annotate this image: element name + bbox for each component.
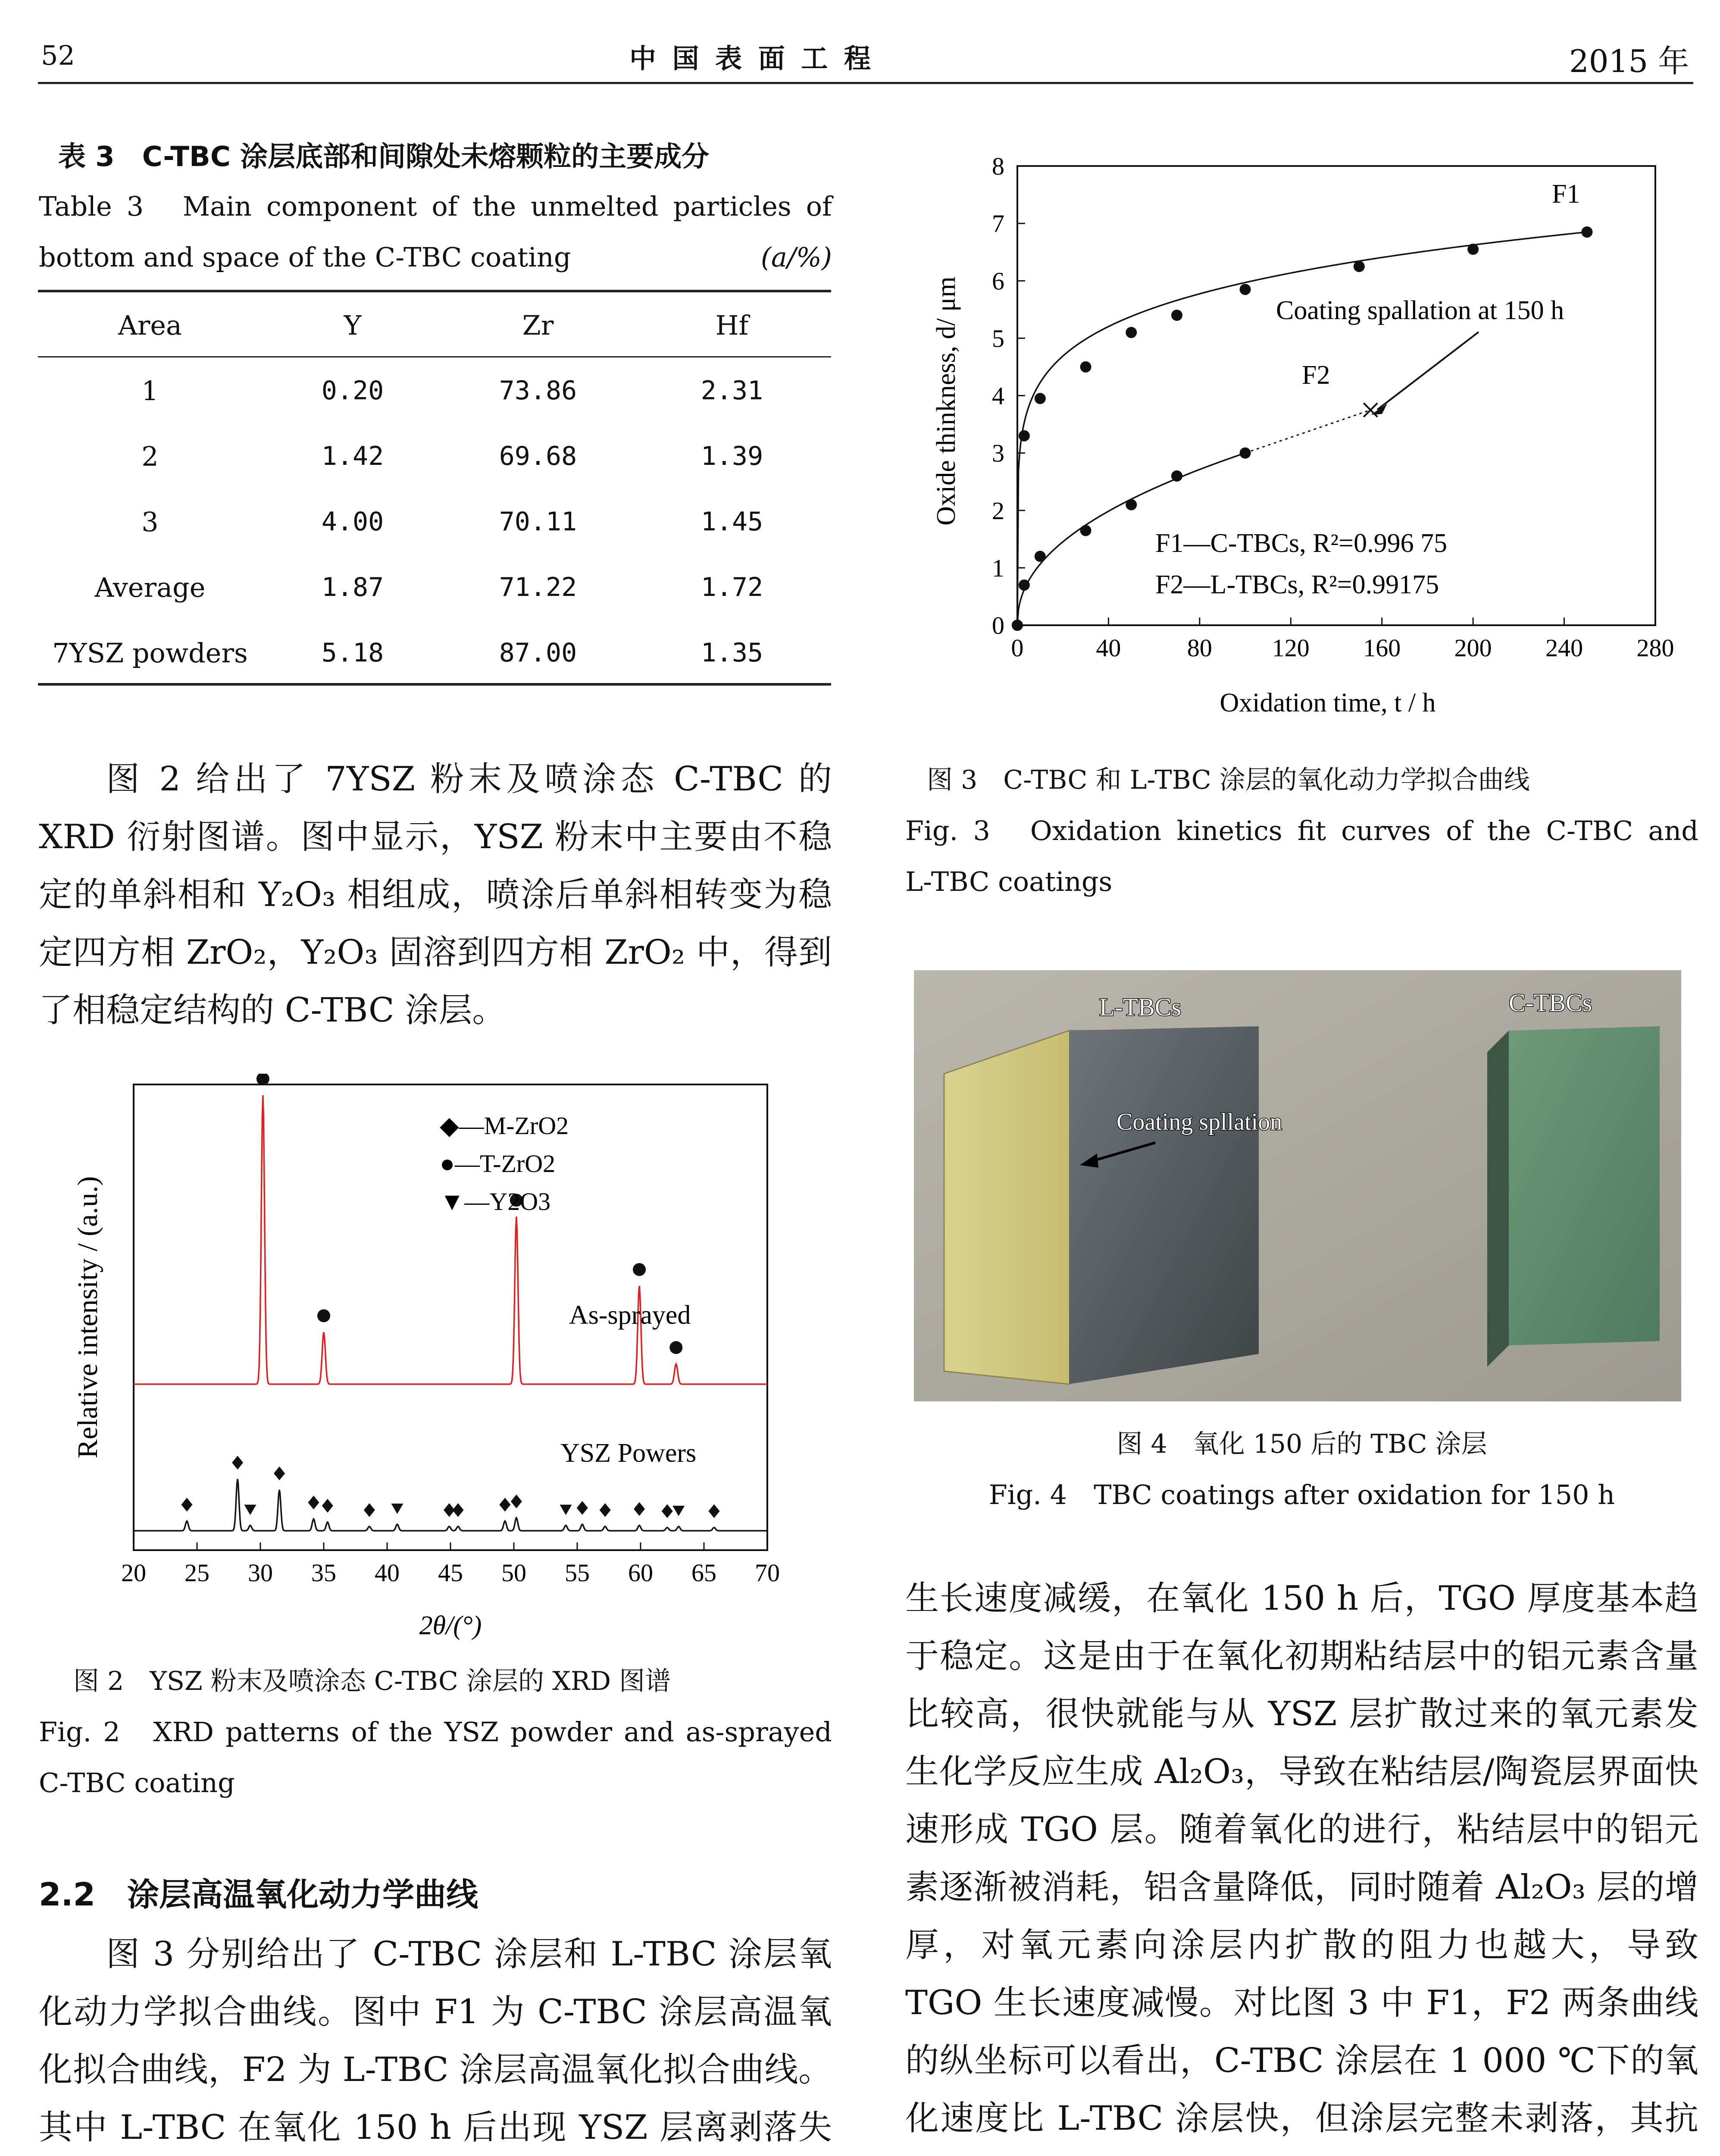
ox-x-tick-label: 240: [1545, 634, 1583, 662]
xrd-peak-marker: [308, 1496, 319, 1510]
table-row: [38, 620, 831, 686]
xrd-peak-marker: [511, 1495, 522, 1508]
ox-y-axis-label: Oxide thinkness, d/ μm: [932, 276, 961, 526]
fig3-caption-cn: 图 3 C-TBC 和 L-TBC 涂层的氧化动力学拟合曲线: [927, 765, 1530, 795]
ox-data-point: [1240, 284, 1251, 295]
ox-y-tick-label: 0: [992, 611, 1004, 639]
photo-label-c-tbcs: C-TBCs: [1509, 989, 1592, 1017]
table-row: [38, 358, 831, 423]
ox-data-point: [1354, 261, 1365, 272]
xrd-peak-marker: [634, 1502, 645, 1516]
ox-x-tick-label: 80: [1187, 634, 1212, 662]
xrd-peak-marker: [633, 1263, 646, 1276]
ox-annotation: Coating spallation at 150 h: [1276, 296, 1564, 325]
table-unit: (a/%): [760, 241, 832, 273]
section-2-2-body: [39, 1925, 832, 2156]
col-header-area: Area: [118, 309, 182, 341]
xrd-x-tick-label: 40: [375, 1559, 400, 1587]
ox-x-tick-label: 120: [1272, 634, 1310, 662]
xrd-peak-marker: [181, 1498, 192, 1512]
fig3-caption-en-1: Fig. 3 Oxidation kinetics fit curves of the C-TBC and: [905, 815, 1698, 846]
year-label: 2015 年: [1569, 43, 1689, 79]
xrd-y-axis-label: Relative intensity / (a.u.): [72, 1176, 103, 1459]
xrd-x-tick-label: 65: [691, 1559, 716, 1587]
paragraph-xrd: [39, 750, 832, 1039]
xrd-peak-marker: [256, 1074, 269, 1085]
ox-x-tick-label: 280: [1636, 634, 1674, 662]
xrd-legend-m-zro2: ◆—M-ZrO2: [440, 1112, 569, 1140]
ox-x-axis-label: Oxidation time, t / h: [1220, 688, 1436, 718]
ox-data-point: [1126, 327, 1137, 338]
xrd-peak-marker: [499, 1498, 510, 1512]
ox-y-tick-label: 6: [992, 267, 1004, 295]
xrd-x-tick-label: 35: [311, 1559, 336, 1587]
ox-y-tick-label: 5: [992, 324, 1004, 353]
ox-data-point: [1019, 430, 1030, 442]
table-cell: 1.39: [701, 441, 763, 471]
xrd-peak-marker: [669, 1341, 682, 1354]
c-tbc-sample-face: [1509, 1026, 1660, 1345]
photo-label-l-tbcs: L-TBCs: [1099, 993, 1182, 1021]
table-header-row: [38, 292, 831, 358]
table-title-cn: 表 3 C-TBC 涂层底部和间隙处未熔颗粒的主要成分: [58, 141, 710, 173]
xrd-peak-marker: [560, 1505, 572, 1515]
ox-data-point: [1171, 470, 1182, 482]
xrd-x-tick-label: 30: [248, 1559, 273, 1587]
table-title-en-line2-text: bottom and space of the C-TBC coating: [39, 241, 571, 273]
page-number: 52: [41, 40, 75, 71]
journal-title: 中 国 表 面 工 程: [629, 43, 874, 74]
table-cell: 2: [141, 440, 159, 472]
fig4-caption: [905, 1419, 1698, 1520]
ox-x-tick-label: 160: [1363, 634, 1401, 662]
paragraph-xrd-text: 图 2 给出了 7YSZ 粉末及喷涂态 C-TBC 的 XRD 衍射图谱。图中显示，YSZ 粉末中主要由不稳定的单斜相和 Y₂O₃ 相组成，喷涂后单斜相转变为稳定四方相 ZrO₂，Y₂O₃ 固溶到四方相 ZrO₂ 中，得到了相稳定结构的 C-TBC 涂层。: [39, 760, 832, 1030]
ox-y-tick-label: 8: [992, 152, 1004, 180]
ox-extrapolation-line: [1245, 410, 1371, 453]
ox-data-point: [1240, 448, 1251, 459]
col-header-hf: Hf: [715, 309, 749, 341]
fig4-caption-en: Fig. 4 TBC coatings after oxidation for 150 h: [988, 1479, 1615, 1510]
xrd-peak-marker: [391, 1504, 403, 1514]
table-cell: 0.20: [321, 376, 384, 406]
xrd-x-tick-label: 60: [628, 1559, 653, 1587]
table-cell: 1.72: [701, 572, 763, 602]
ox-data-point: [1171, 310, 1182, 321]
ox-annotation-arrow: [1377, 332, 1479, 410]
xrd-chart: [60, 1074, 828, 1643]
xrd-peak-marker: [672, 1506, 685, 1516]
table-cell: 3: [141, 506, 159, 538]
right-column-body: [905, 1570, 1698, 2156]
fig2-caption-cn: 图 2 YSZ 粉末及喷涂态 C-TBC 涂层的 XRD 图谱: [73, 1666, 671, 1696]
xrd-x-tick-label: 55: [565, 1559, 590, 1587]
oxidation-chart: [923, 142, 1698, 729]
ox-label-f1: F1: [1552, 179, 1580, 209]
ox-fit-f2: F2—L-TBCs, R²=0.99175: [1155, 570, 1439, 599]
table-cell: 73.86: [499, 376, 577, 406]
ox-data-point: [1581, 226, 1592, 238]
ox-data-point: [1467, 244, 1479, 255]
xrd-x-tick-label: 70: [755, 1559, 780, 1587]
xrd-peak-marker: [600, 1503, 611, 1517]
ox-y-tick-label: 4: [992, 382, 1004, 410]
xrd-x-axis-label: 2θ/(°): [419, 1611, 482, 1640]
ox-data-point: [1080, 361, 1091, 373]
table-cell: Average: [94, 571, 206, 603]
ox-x-tick-label: 40: [1096, 634, 1121, 662]
table-cell: 7YSZ powders: [52, 637, 248, 669]
paragraph-right: 生长速度减缓，在氧化 150 h 后，TGO 厚度基本趋于稳定。这是由于在氧化初期粘结层中的铝元素含量比较高，很快就能与从 YSZ 层扩散过来的氧元素发生化学反应生成 Al₂O₃，导致在粘结层/陶瓷层界面快速形成 TGO 层。随着氧化的进行，粘结层中的铝元素逐渐被消耗，铝含量降低，同时随着 Al₂O₃ 层的增厚，对氧元素向涂层内扩散的阻力也越大，导致 TGO 生长速度减慢。对比图 3 中 F1，F2 两条曲线的纵坐标可以看出，C-TBC 涂层在 1 000 ℃下的氧化速度比 L-TBC 涂层快，但涂层完整未剥落，其抗: [905, 1579, 1698, 2138]
table-cell: 2.31: [701, 376, 763, 406]
table-title-en: [39, 181, 832, 283]
xrd-peak-marker: [232, 1456, 243, 1470]
table-cell: 69.68: [499, 441, 577, 471]
table-cell: 1.45: [701, 507, 763, 537]
ox-data-point: [1080, 525, 1091, 536]
l-tbc-sample-face: [1069, 1026, 1259, 1384]
xrd-x-tick-label: 45: [438, 1559, 463, 1587]
xrd-label-as-sprayed: As-sprayed: [569, 1300, 691, 1330]
ox-fit-f1: F1—C-TBCs, R²=0.996 75: [1155, 529, 1448, 558]
xrd-peak-marker: [577, 1501, 588, 1515]
table-cell: 87.00: [499, 638, 577, 668]
xrd-peak-marker: [274, 1467, 285, 1480]
xrd-peak-marker: [662, 1504, 673, 1518]
xrd-peak-marker: [453, 1503, 464, 1517]
fig2-caption-en-1: Fig. 2 XRD patterns of the YSZ powder and as-sprayed: [39, 1716, 832, 1748]
xrd-legend-t-zro2: ●—T-ZrO2: [440, 1150, 556, 1178]
header-rule: [38, 82, 1693, 84]
table-cell: 4.00: [321, 507, 384, 537]
ox-fit-curve: [1017, 232, 1587, 625]
table-3: [38, 292, 831, 686]
xrd-legend-y2o3: ▼—Y2O3: [440, 1188, 551, 1216]
paragraph-2-2-a: 图 3 分别给出了 C-TBC 涂层和 L-TBC 涂层氧化动力学拟合曲线。图中 F1 为 C-TBC 涂层高温氧化拟合曲线，F2 为 L-TBC 涂层高温氧化拟合曲线。其中 L-TBC 在氧化 150 h 后出现 YSZ 层离剥落失: [39, 1935, 832, 2147]
fig3-caption-en-2: L-TBC coatings: [905, 866, 1113, 897]
xrd-x-tick-label: 50: [501, 1559, 526, 1587]
ox-data-point: [1012, 620, 1023, 631]
table-cell: 5.18: [321, 638, 384, 668]
col-header-y: Y: [344, 309, 362, 341]
xrd-x-tick-label: 25: [185, 1559, 210, 1587]
xrd-peak-marker: [364, 1503, 375, 1517]
xrd-peak-marker: [709, 1504, 720, 1518]
xrd-peak-marker: [322, 1499, 333, 1513]
c-tbc-sample-side: [1487, 1031, 1509, 1367]
section-heading-2-2: 2.2 涂层高温氧化动力学曲线: [39, 1876, 478, 1913]
ox-x-tick-label: 0: [1011, 634, 1024, 662]
ox-data-point: [1035, 393, 1046, 404]
xrd-label-ysz-powers: YSZ Powers: [560, 1438, 697, 1468]
ox-y-tick-label: 1: [992, 554, 1004, 582]
xrd-peak-marker: [244, 1505, 256, 1515]
table-cell: 1.87: [321, 572, 384, 602]
ox-data-point: [1126, 499, 1137, 510]
xrd-x-tick-label: 20: [121, 1559, 146, 1587]
table-row: [38, 423, 831, 489]
table-row: [38, 489, 831, 555]
ox-y-tick-label: 2: [992, 496, 1004, 525]
table-cell: 70.11: [499, 507, 577, 537]
fig4-caption-cn: 图 4 氧化 150 后的 TBC 涂层: [1116, 1429, 1487, 1459]
table-title-en-line1: Table 3 Main component of the unmelted particles of: [39, 191, 832, 222]
xrd-peak-marker: [317, 1309, 330, 1322]
xrd-x-ticks: [121, 1542, 780, 1587]
tbc-photo: [914, 970, 1681, 1401]
table-cell: 1.35: [701, 638, 763, 668]
table-cell: 1.42: [321, 441, 384, 471]
table-title-en-line2: [39, 232, 832, 283]
ox-label-f2: F2: [1302, 360, 1330, 390]
photo-annotation: Coating spllation: [1116, 1109, 1282, 1135]
table-cell: 1: [141, 375, 159, 407]
table-cell: 71.22: [499, 572, 577, 602]
ox-x-tick-label: 200: [1454, 634, 1492, 662]
ox-y-tick-label: 7: [992, 210, 1004, 238]
fig3-caption: [905, 755, 1698, 907]
fig2-caption: [39, 1656, 832, 1808]
col-header-zr: Zr: [522, 309, 554, 341]
ox-data-point: [1035, 551, 1046, 562]
ox-data-point: [1019, 580, 1030, 591]
ox-y-tick-label: 3: [992, 439, 1004, 467]
fig2-caption-en-2: C-TBC coating: [39, 1767, 235, 1799]
table-row: [38, 555, 831, 620]
